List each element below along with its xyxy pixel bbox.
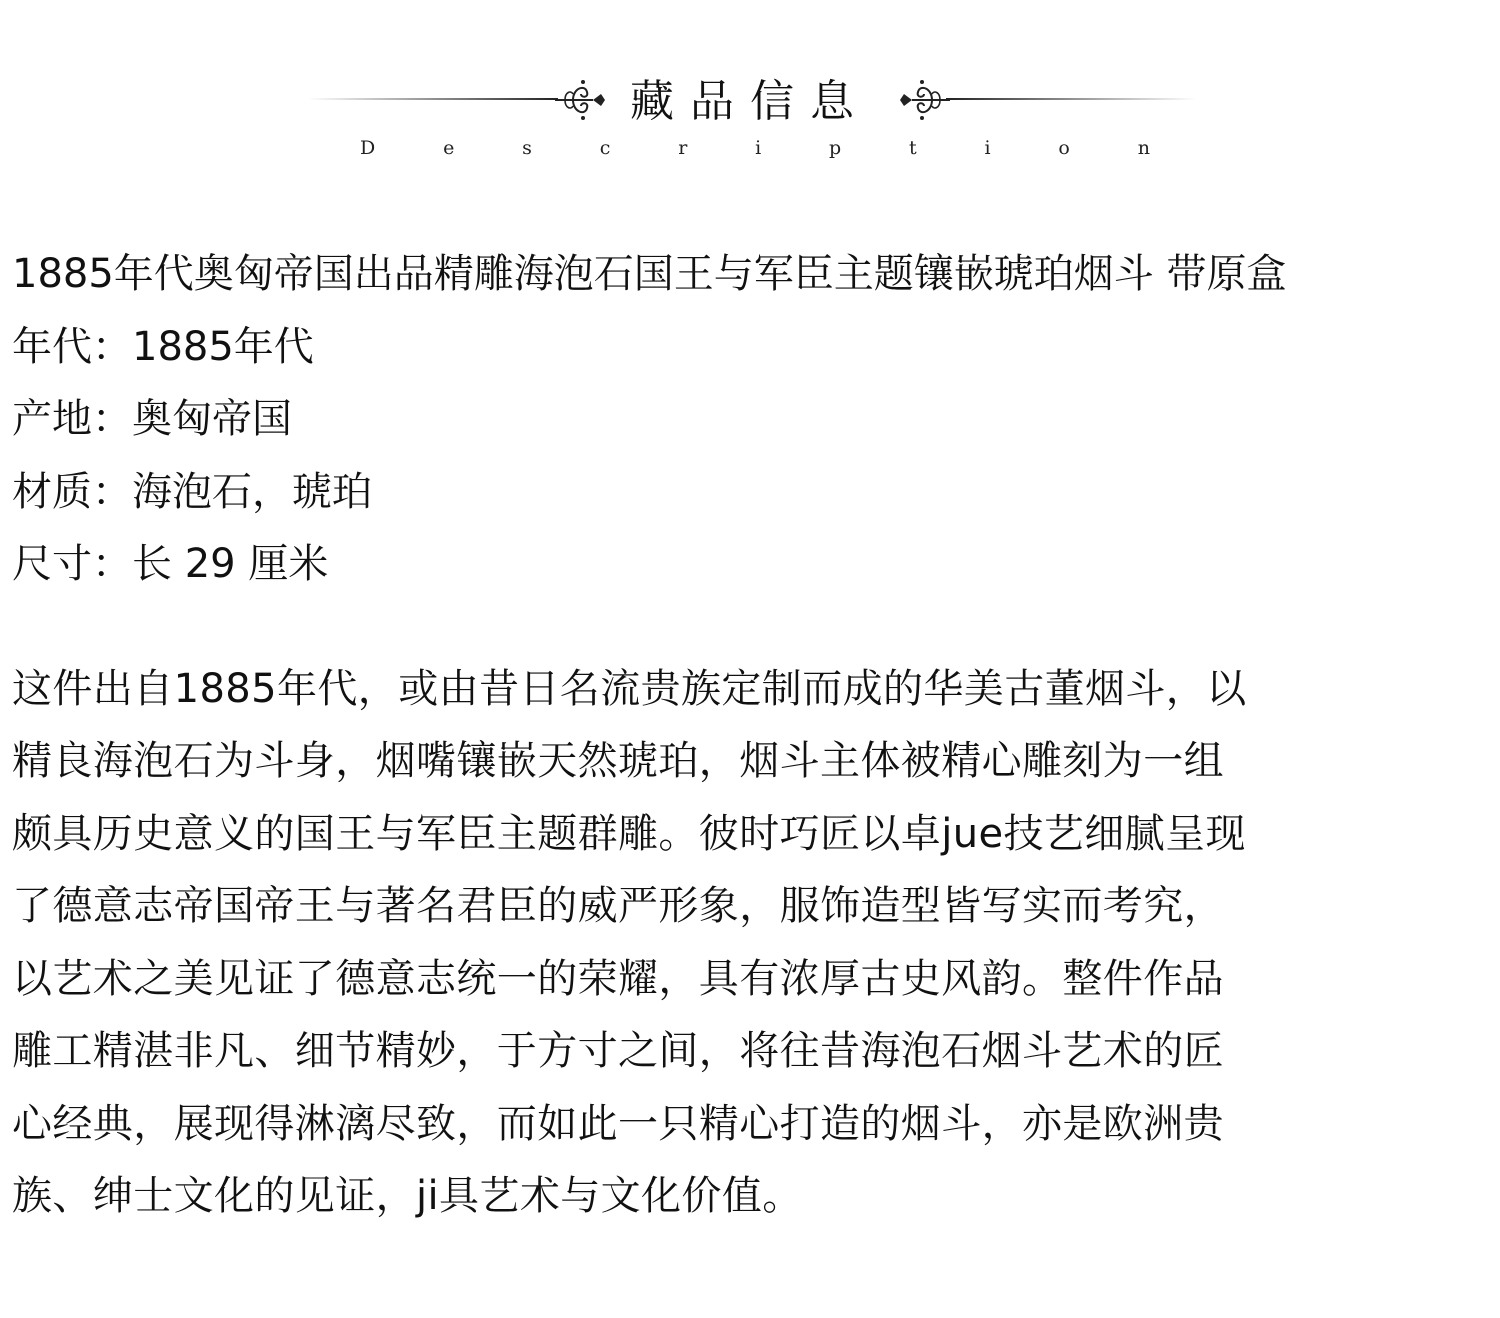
section-subtitle <box>360 136 1150 160</box>
subtitle-letter: r <box>678 137 688 159</box>
material-field: 材质：海泡石，琥珀 <box>12 468 372 515</box>
collection-info <box>12 238 1488 1233</box>
era-field: 年代：1885年代 <box>12 323 314 370</box>
header-rule-left <box>308 98 558 100</box>
subtitle-letter: i <box>755 137 762 159</box>
description-line: 雕工精湛非凡、细节精妙，于方寸之间，将往昔海泡石烟斗艺术的匠 <box>12 1028 1224 1074</box>
subtitle-letter: o <box>1058 137 1070 159</box>
subtitle-letter: t <box>909 137 917 159</box>
description-line: 精良海泡石为斗身，烟嘴镶嵌天然琥珀，烟斗主体被精心雕刻为一组 <box>12 738 1224 784</box>
description-line: 颇具历史意义的国王与军臣主题群雕。彼时巧匠以卓jue技艺细腻呈现 <box>12 810 1246 857</box>
description-paragraph <box>12 653 1488 1233</box>
subtitle-letter: c <box>599 137 611 159</box>
description-line: 以艺术之美见证了德意志统一的荣耀，具有浓厚古史风韵。整件作品 <box>12 955 1224 1002</box>
section-title: 藏品信息 <box>630 76 870 127</box>
description-line: 心经典，展现得淋漓尽致，而如此一只精心打造的烟斗，亦是欧洲贵 <box>12 1100 1224 1147</box>
subtitle-letter: D <box>360 137 376 159</box>
flourish-left-icon <box>553 74 607 126</box>
description-line: 这件出自1885年代，或由昔日名流贵族定制而成的华美古董烟斗，以 <box>12 665 1247 712</box>
origin-field: 产地：奥匈帝国 <box>12 396 292 442</box>
subtitle-letter: e <box>443 137 455 159</box>
section-header <box>0 60 1500 170</box>
flourish-right-icon <box>898 74 952 126</box>
subtitle-letter: n <box>1137 137 1150 159</box>
subtitle-letter: p <box>829 137 842 159</box>
description-line: 了德意志帝国帝王与著名君臣的威严形象，服饰造型皆写实而考究， <box>12 883 1224 929</box>
item-title: 1885年代奥匈帝国出品精雕海泡石国王与军臣主题镶嵌琥珀烟斗 带原盒 <box>12 251 1287 297</box>
subtitle-letter: i <box>984 137 991 159</box>
subtitle-letter: s <box>522 137 532 159</box>
paragraph-spacer <box>12 601 1488 653</box>
description-line: 族、绅士文化的见证，ji具艺术与文化价值。 <box>12 1173 803 1219</box>
header-rule-right <box>946 98 1196 100</box>
size-field: 尺寸：长 29 厘米 <box>12 541 329 587</box>
